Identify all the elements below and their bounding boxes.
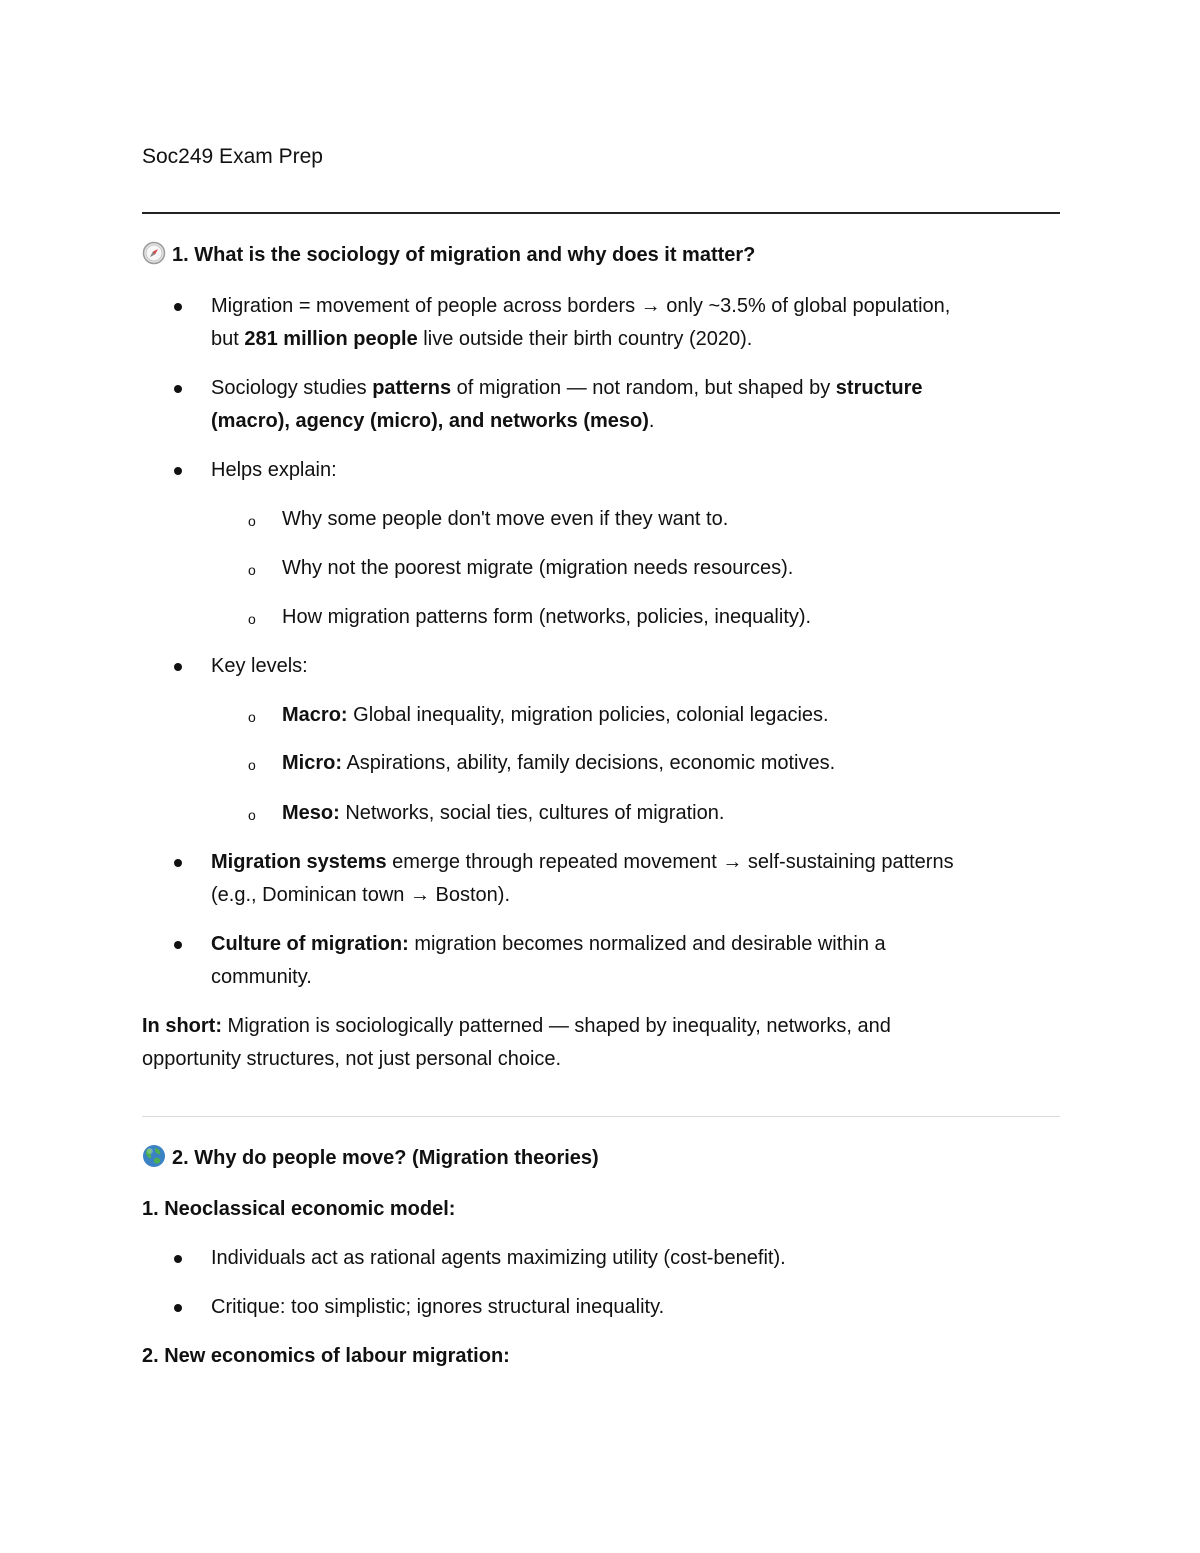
bullet-critique: Critique: too simplistic; ignores structural inequality. xyxy=(211,1296,665,1318)
title-divider xyxy=(142,212,1060,214)
bullet-migration-systems-line1 xyxy=(211,846,954,879)
sub-bullet-marker: o xyxy=(248,709,256,725)
bold-run: Micro: xyxy=(282,752,342,774)
text-run: Aspirations, ability, family decisions, economic motives. xyxy=(342,752,836,774)
sub-bullet-item: Why not the poorest migrate (migration needs resources). xyxy=(282,557,794,579)
text-run: Sociology studies xyxy=(211,377,373,399)
section-divider xyxy=(142,1116,1060,1117)
bullet-sociology-line1 xyxy=(211,372,922,405)
bullet-sociology-line2 xyxy=(211,405,654,438)
bullet-rational-agents: Individuals act as rational agents maximizing utility (cost-benefit). xyxy=(211,1247,786,1269)
bold-run: Migration systems xyxy=(211,851,387,873)
text-run: but xyxy=(211,328,245,350)
bullet-key-levels: Key levels: xyxy=(211,655,308,677)
section-2-heading xyxy=(142,1143,599,1177)
section-1-heading-text: 1. What is the sociology of migration and why does it matter? xyxy=(172,244,756,266)
sub-bullet-marker: o xyxy=(248,562,256,578)
key-level-micro xyxy=(282,747,835,780)
key-level-meso xyxy=(282,797,724,830)
text-run: migration becomes normalized and desirable within a xyxy=(408,933,886,955)
section-2-heading-text: 2. Why do people move? (Migration theories) xyxy=(172,1147,599,1169)
bullet-marker xyxy=(174,467,182,475)
text-run: emerge through repeated movement → self-sustaining patterns xyxy=(386,851,954,873)
document-title: Soc249 Exam Prep xyxy=(142,145,323,168)
bullet-culture-line1 xyxy=(211,928,886,961)
text-run: live outside their birth country (2020). xyxy=(417,328,753,350)
bold-run: patterns xyxy=(372,377,452,399)
bold-run: Culture of migration: xyxy=(211,933,409,955)
bullet-marker xyxy=(174,941,182,949)
bullet-migration-def-line1: Migration = movement of people across borders → only ~3.5% of global population, xyxy=(211,295,951,317)
text-run: Networks, social ties, cultures of migration. xyxy=(339,802,725,824)
sub-bullet-marker: o xyxy=(248,757,256,773)
bold-run: In short: xyxy=(142,1015,222,1037)
sub-bullet-item: Why some people don't move even if they want to. xyxy=(282,508,729,530)
bullet-culture-line2: community. xyxy=(211,966,312,988)
text-run: Migration is sociologically patterned — shaped by inequality, networks, and xyxy=(222,1015,891,1037)
bullet-marker xyxy=(174,1304,182,1312)
bullet-migration-systems-line2: (e.g., Dominican town → Boston). xyxy=(211,884,511,906)
bullet-marker xyxy=(174,1255,182,1263)
in-short-line1 xyxy=(142,1010,891,1043)
globe-icon xyxy=(142,1144,166,1177)
bullet-helps-explain: Helps explain: xyxy=(211,459,337,481)
text-run: Global inequality, migration policies, colonial legacies. xyxy=(347,704,829,726)
section-1-heading xyxy=(142,240,755,274)
bullet-marker xyxy=(174,303,182,311)
in-short-line2: opportunity structures, not just personal choice. xyxy=(142,1048,562,1070)
bullet-marker xyxy=(174,385,182,393)
bullet-migration-def-line2 xyxy=(211,323,752,356)
text-run: . xyxy=(648,410,655,432)
bold-run: Macro: xyxy=(282,704,348,726)
subheading-new-economics: 2. New economics of labour migration: xyxy=(142,1345,510,1367)
compass-icon xyxy=(142,241,166,274)
key-level-macro xyxy=(282,699,829,732)
bullet-marker xyxy=(174,859,182,867)
bold-run: (macro), agency (micro), and networks (meso) xyxy=(211,410,649,432)
bold-run: Meso: xyxy=(282,802,340,824)
sub-bullet-item: How migration patterns form (networks, policies, inequality). xyxy=(282,606,812,628)
bold-run: structure xyxy=(835,377,923,399)
sub-bullet-marker: o xyxy=(248,611,256,627)
sub-bullet-marker: o xyxy=(248,513,256,529)
subheading-neoclassical: 1. Neoclassical economic model: xyxy=(142,1198,456,1220)
text-run: of migration — not random, but shaped by xyxy=(451,377,836,399)
bold-run: 281 million people xyxy=(244,328,418,350)
sub-bullet-marker: o xyxy=(248,807,256,823)
bullet-marker xyxy=(174,663,182,671)
